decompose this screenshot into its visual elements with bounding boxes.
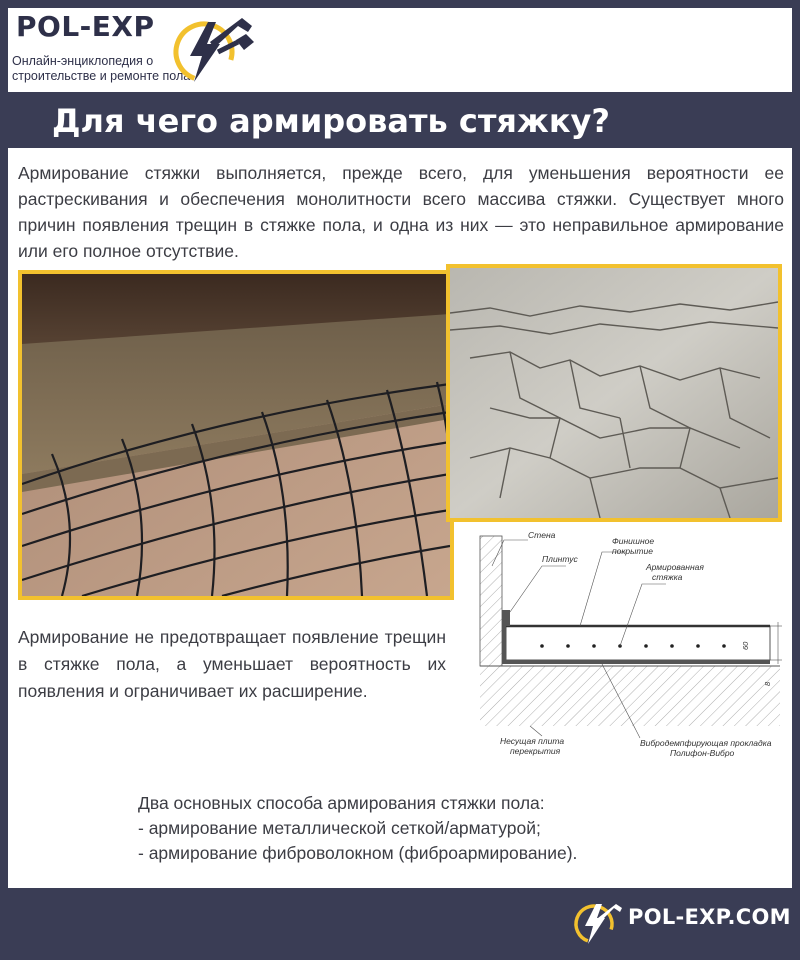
screed-diagram: [470, 526, 790, 786]
label-finish-2: покрытие: [612, 546, 653, 556]
title-banner: [8, 94, 654, 148]
mesh-photo: [18, 270, 454, 600]
cracked-screed-photo: [446, 264, 782, 522]
logo-subtitle: [12, 54, 190, 84]
label-pad-2: Полифон-Вибро: [670, 748, 735, 758]
label-wall: Стена: [528, 530, 556, 540]
tools-lightning-icon: [168, 12, 258, 88]
footer-logo-icon: [572, 898, 624, 946]
label-reinforced-1: Армированная: [646, 562, 704, 572]
label-dim-8: 8: [763, 681, 772, 686]
method-item-fiber: - армирование фиброволокном (фиброармирование).: [138, 843, 578, 863]
logo-subtitle-line1: Онлайн-энциклопедия о: [12, 54, 154, 68]
label-pad-1: Вибродемпфирующая прокладка: [640, 738, 772, 748]
label-finish-1: Финишное: [612, 536, 655, 546]
logo-text: POL-EXP: [16, 10, 155, 43]
label-dim-60: 60: [741, 641, 750, 650]
page-title: Для чего армировать стяжку?: [52, 102, 610, 140]
intro-paragraph: Армирование стяжки выполняется, прежде всего, для уменьшения вероятности ее растрескивания и обеспечения монолитности всего массива стяжки. Существует много причин появления трещин в стяжке пола, и одна из них — это неправильное армирование или его полное отсутствие.: [18, 163, 784, 261]
logo-subtitle-line2: строительстве и ремонте пола: [12, 69, 191, 83]
footer-site-name: POL-EXP.COM: [628, 905, 791, 929]
method-item-mesh: - армирование металлической сеткой/арматурой;: [138, 818, 541, 838]
content-panel: [8, 148, 792, 888]
label-slab-1: Несущая плита: [500, 736, 565, 746]
label-reinforced-2: стяжка: [652, 572, 683, 582]
methods-list: [138, 791, 758, 866]
mid-paragraph: Армирование не предотвращает появление трещин в стяжке пола, а уменьшает вероятность их появления и ограничивает их расширение.: [18, 627, 446, 701]
label-plinth: Плинтус: [542, 554, 578, 564]
header: [8, 8, 792, 92]
methods-heading: Два основных способа армирования стяжки пола:: [138, 793, 545, 813]
label-slab-2: перекрытия: [510, 746, 561, 756]
